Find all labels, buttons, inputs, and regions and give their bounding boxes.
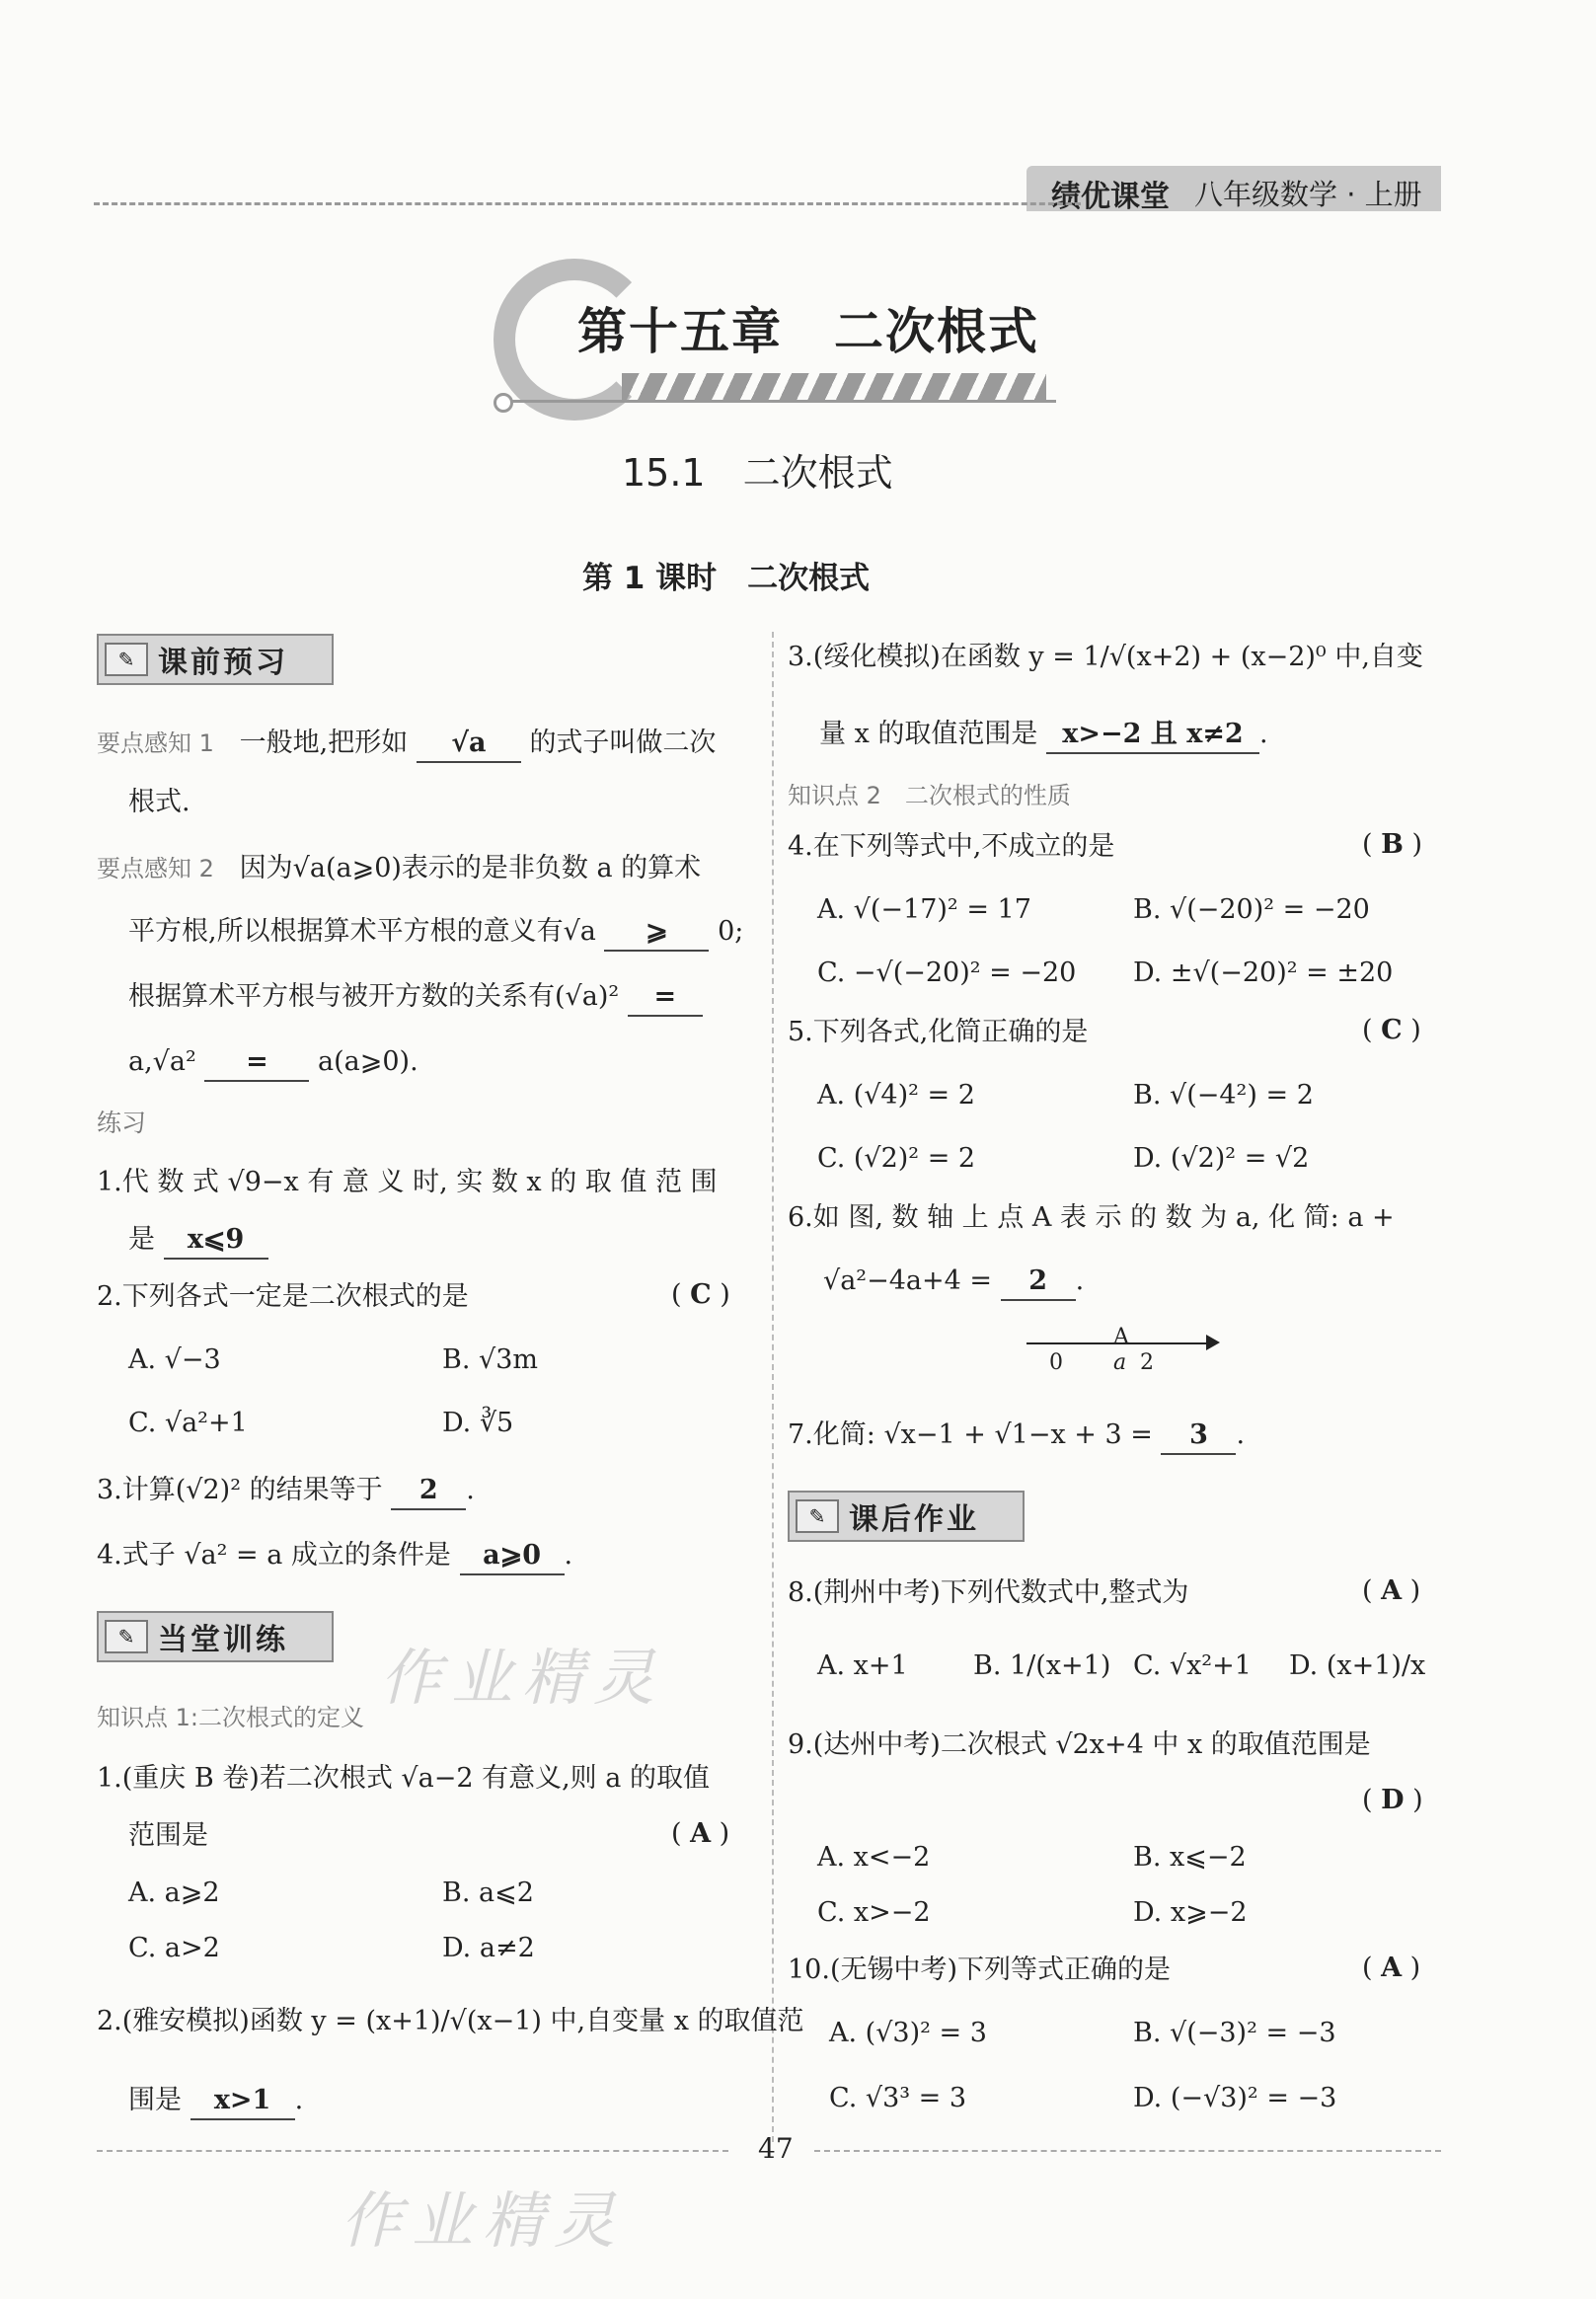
question-4-option-c: C. −√(−20)² = −20 xyxy=(817,958,1077,988)
column-divider xyxy=(772,632,774,2142)
question-1-answer: ( A ) xyxy=(671,1818,730,1849)
question-4-answer: ( B ) xyxy=(1362,829,1423,860)
key-point-1: 要点感知 1 一般地,把形如 √a 的式子叫做二次 xyxy=(97,726,716,763)
knowledge-point-2-title: 知识点 2 二次根式的性质 xyxy=(788,782,1071,809)
section-box-preview: ✎ 课前预习 xyxy=(97,634,334,685)
watermark: 作业精灵 xyxy=(380,1642,665,1714)
answer-blank: = xyxy=(628,979,703,1017)
dot-decoration xyxy=(494,393,513,413)
tick-zero: 0 xyxy=(1049,1350,1063,1375)
number-line-arrow xyxy=(1206,1335,1220,1350)
question-5-option-d: D. (√2)² = √2 xyxy=(1133,1143,1310,1174)
question-8-option-b: B. 1/(x+1) xyxy=(973,1650,1111,1681)
key-point-2-line4: a,√a² = a(a⩾0). xyxy=(128,1044,418,1082)
question-1-cont: 范围是 xyxy=(128,1820,208,1851)
key-point-2-line2: 平方根,所以根据算术平方根的意义有√a ⩾ 0; xyxy=(128,914,743,952)
answer-blank: = xyxy=(204,1044,309,1082)
practice-3: 3.计算(√2)² 的结果等于 2 . xyxy=(97,1473,475,1510)
pencil-icon: ✎ xyxy=(105,643,148,676)
question-1-option-c: C. a>2 xyxy=(128,1933,220,1963)
answer-blank: ⩾ xyxy=(604,914,709,952)
question-10-option-a: A. (√3)² = 3 xyxy=(829,2018,987,2048)
chapter-underline xyxy=(503,400,1056,403)
footer-divider-left xyxy=(97,2150,728,2152)
question-10-option-b: B. √(−3)² = −3 xyxy=(1133,2018,1336,2048)
question-10-answer: ( A ) xyxy=(1362,1953,1421,1983)
question-9-option-a: A. x<−2 xyxy=(817,1842,931,1873)
question-5-option-a: A. (√4)² = 2 xyxy=(817,1080,975,1111)
key-point-2-line3: 根据算术平方根与被开方数的关系有(√a)² = xyxy=(128,979,703,1017)
question-5-option-b: B. √(−4²) = 2 xyxy=(1133,1080,1314,1111)
question-3-stem: 3.(绥化模拟)在函数 y = 1/√(x+2) + (x−2)⁰ 中,自变 xyxy=(788,642,1423,672)
question-2-cont: 围是 x>1 . xyxy=(128,2083,303,2120)
answer-blank: 2 xyxy=(391,1473,466,1510)
practice-1-cont: 是 x⩽9 xyxy=(128,1222,268,1260)
question-1-option-d: D. a≠2 xyxy=(442,1933,535,1963)
practice-2-option-a: A. √−3 xyxy=(128,1344,221,1375)
practice-4: 4.式子 √a² = a 成立的条件是 a⩾0 . xyxy=(97,1538,572,1575)
section-box-class-training: ✎ 当堂训练 xyxy=(97,1611,334,1662)
question-9-option-d: D. x⩾−2 xyxy=(1133,1897,1248,1928)
notebook-icon: ✎ xyxy=(105,1620,148,1653)
question-10-option-d: D. (−√3)² = −3 xyxy=(1133,2083,1337,2113)
question-9-option-c: C. x>−2 xyxy=(817,1897,931,1928)
question-1-option-a: A. a⩾2 xyxy=(128,1878,220,1908)
point-a-label: A xyxy=(1113,1325,1129,1349)
answer-blank: a⩾0 xyxy=(460,1538,565,1575)
question-3-cont: 量 x 的取值范围是 x>−2 且 x≠2 . xyxy=(819,717,1268,754)
question-10-stem: 10.(无锡中考)下列等式正确的是 xyxy=(788,1954,1172,1985)
footer-divider-right xyxy=(814,2150,1441,2152)
tick-a: a xyxy=(1113,1350,1127,1375)
practice-label: 练习 xyxy=(97,1109,147,1137)
question-8-option-d: D. (x+1)/x xyxy=(1289,1650,1426,1681)
question-9-stem: 9.(达州中考)二次根式 √2x+4 中 x 的取值范围是 xyxy=(788,1729,1371,1760)
answer-blank: 2 xyxy=(1001,1264,1076,1301)
answer-blank: x>−2 且 x≠2 xyxy=(1046,717,1259,754)
lesson-title: 第 1 课时 二次根式 xyxy=(582,561,871,596)
chapter-title: 第十五章 二次根式 xyxy=(577,303,1039,360)
question-4-option-a: A. √(−17)² = 17 xyxy=(817,894,1031,925)
header-divider xyxy=(94,202,1081,205)
key-point-2: 要点感知 2 因为√a(a⩾0)表示的是非负数 a 的算术 xyxy=(97,853,702,883)
tick-two: 2 xyxy=(1140,1350,1154,1375)
question-8-option-a: A. x+1 xyxy=(817,1650,908,1681)
question-1-stem: 1.(重庆 B 卷)若二次根式 √a−2 有意义,则 a 的取值 xyxy=(97,1763,710,1794)
answer-blank: x>1 xyxy=(190,2083,295,2120)
page-number: 47 xyxy=(758,2132,794,2165)
question-5-answer: ( C ) xyxy=(1362,1015,1421,1045)
question-4-option-b: B. √(−20)² = −20 xyxy=(1133,894,1370,925)
stripe-decoration xyxy=(622,373,1046,403)
header-brand: 绩优课堂 xyxy=(1051,180,1170,214)
practice-2-option-d: D. ∛5 xyxy=(442,1408,514,1438)
question-9-answer: ( D ) xyxy=(1362,1785,1423,1815)
question-4-option-d: D. ±√(−20)² = ±20 xyxy=(1133,958,1394,988)
question-7: 7.化简: √x−1 + √1−x + 3 = 3 . xyxy=(788,1418,1245,1455)
header-book-title: 八年级数学 · 上册 xyxy=(1194,178,1422,211)
key-point-1-cont: 根式. xyxy=(128,787,190,817)
question-6-cont: √a²−4a+4 = 2 . xyxy=(823,1264,1084,1301)
practice-2-option-c: C. √a²+1 xyxy=(128,1408,248,1438)
question-2-stem: 2.(雅安模拟)函数 y = (x+1)/√(x−1) 中,自变量 x 的取值范 xyxy=(97,2006,804,2036)
question-8-option-c: C. √x²+1 xyxy=(1133,1650,1252,1681)
answer-blank: x⩽9 xyxy=(164,1222,268,1260)
question-10-option-c: C. √3³ = 3 xyxy=(829,2083,967,2113)
question-9-option-b: B. x⩽−2 xyxy=(1133,1842,1247,1873)
pen-icon: ✎ xyxy=(796,1499,839,1533)
question-8-stem: 8.(荆州中考)下列代数式中,整式为 xyxy=(788,1577,1189,1608)
question-4-stem: 4.在下列等式中,不成立的是 xyxy=(788,831,1115,862)
question-5-option-c: C. (√2)² = 2 xyxy=(817,1143,976,1174)
practice-1: 1.代 数 式 √9−x 有 意 义 时, 实 数 x 的 取 值 范 围 xyxy=(97,1167,718,1197)
section-title: 15.1 二次根式 xyxy=(622,451,893,495)
section-box-homework: ✎ 课后作业 xyxy=(788,1491,1025,1542)
question-5-stem: 5.下列各式,化简正确的是 xyxy=(788,1017,1089,1047)
watermark: 作业精灵 xyxy=(341,2184,626,2257)
question-6-stem: 6.如 图, 数 轴 上 点 A 表 示 的 数 为 a, 化 简: a + xyxy=(788,1202,1395,1233)
knowledge-point-1-title: 知识点 1:二次根式的定义 xyxy=(97,1704,364,1731)
answer-blank: 3 xyxy=(1161,1418,1236,1455)
practice-2-stem: 2.下列各式一定是二次根式的是 xyxy=(97,1281,469,1312)
practice-2-answer: ( C ) xyxy=(671,1279,730,1310)
answer-blank: √a xyxy=(417,726,521,763)
question-1-option-b: B. a⩽2 xyxy=(442,1878,534,1908)
practice-2-option-b: B. √3m xyxy=(442,1344,538,1375)
question-8-answer: ( A ) xyxy=(1362,1575,1421,1606)
